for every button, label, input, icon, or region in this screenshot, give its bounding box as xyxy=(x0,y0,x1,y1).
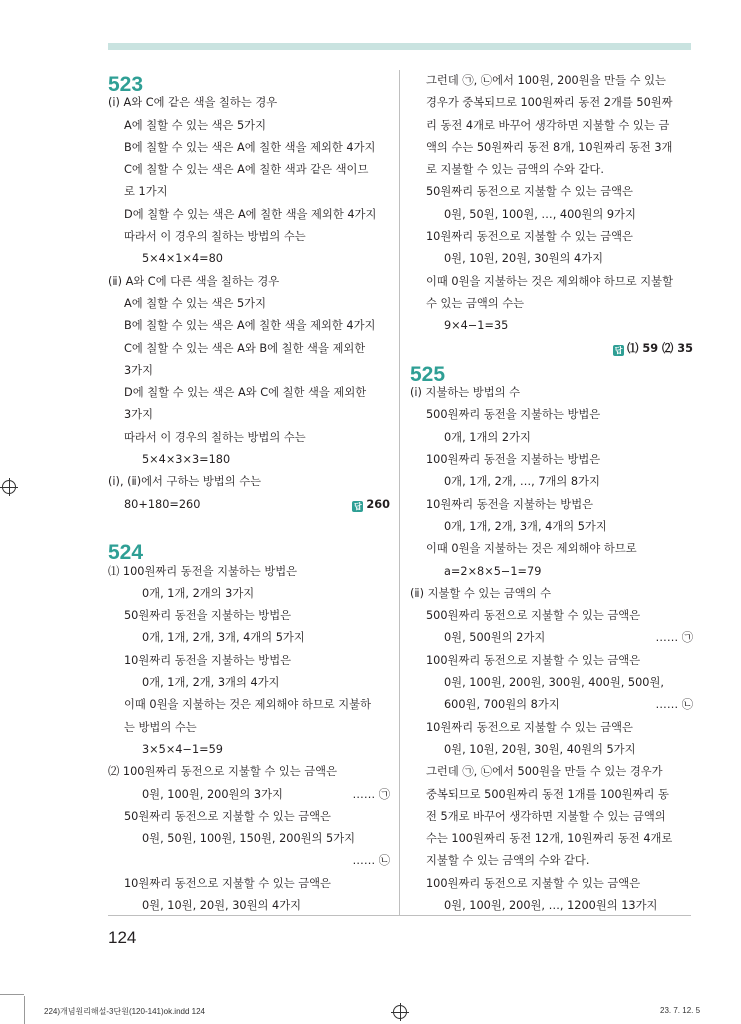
solution-text: (ⅱ) 지불할 수 있는 금액의 수 xyxy=(410,586,552,600)
solution-text: 로 1가지 xyxy=(124,185,168,199)
solution-text: 100원짜리 동전으로 지불할 수 있는 금액은 xyxy=(426,876,641,890)
solution-line xyxy=(410,583,693,605)
solution-text: 500원짜리 동전을 지불하는 방법은 xyxy=(426,408,601,422)
solution-line xyxy=(108,627,390,649)
solution-text: 0개, 1개의 2가지 xyxy=(444,430,531,444)
solution-line xyxy=(410,271,693,293)
solution-line xyxy=(108,694,390,716)
solution-line xyxy=(108,404,390,426)
solution-text: 액의 수는 50원짜리 동전 8개, 10원짜리 동전 3개 xyxy=(426,140,673,154)
footer-filename: 224)개념원리해설-3단원(120-141)ok.indd 124 xyxy=(44,1007,206,1016)
solution-text: 중복되므로 500원짜리 동전 1개를 100원짜리 동 xyxy=(426,787,669,801)
solution-line xyxy=(410,828,693,850)
answer-icon: 답 xyxy=(614,345,623,355)
solution-line xyxy=(108,850,390,872)
solution-line xyxy=(410,650,693,672)
solution-text: a=2×8×5−1=79 xyxy=(444,564,542,578)
solution-line xyxy=(410,784,693,806)
solution-text: 0원, 100원, 200원, 300원, 400원, 500원, xyxy=(444,676,664,690)
solution-line xyxy=(108,271,390,293)
solution-text: 경우가 중복되므로 100원짜리 동전 2개를 50원짜 xyxy=(426,96,673,110)
solution-line xyxy=(410,538,693,560)
solution-text: 따라서 이 경우의 칠하는 방법의 수는 xyxy=(124,430,306,444)
solution-text: 는 방법의 수는 xyxy=(124,720,197,734)
solution-line xyxy=(108,717,390,739)
right-column xyxy=(410,70,693,917)
solution-line xyxy=(108,92,390,114)
solution-line xyxy=(108,672,390,694)
solution-line xyxy=(410,739,693,761)
solution-line xyxy=(410,694,693,716)
solution-line xyxy=(410,137,693,159)
solution-text: 리 동전 4개로 바꾸어 생각하면 지불할 수 있는 금 xyxy=(426,118,670,132)
solution-line xyxy=(410,605,693,627)
solution-line xyxy=(108,739,390,761)
solution-line xyxy=(108,761,390,783)
solution-line xyxy=(108,293,390,315)
footer-date: 23. 7. 12. 5 xyxy=(660,1006,701,1015)
solution-text: 3가지 xyxy=(124,408,154,422)
solution-text: 100원짜리 동전을 지불하는 방법은 xyxy=(426,453,601,467)
solution-text: 0원, 10원, 20원, 30원의 4가지 xyxy=(444,252,604,266)
solution-line xyxy=(108,806,390,828)
solution-text: B에 칠할 수 있는 색은 A에 칠한 색을 제외한 4가지 xyxy=(124,319,376,333)
solution-line xyxy=(108,784,390,806)
solution-line xyxy=(108,427,390,449)
solution-text: 0원, 10원, 20원, 30원의 4가지 xyxy=(142,898,302,912)
solution-line xyxy=(410,404,693,426)
solution-text: 0개, 1개, 2개, 3개, 4개의 5가지 xyxy=(444,519,607,533)
solution-text: (ⅰ), (ⅱ)에서 구하는 방법의 수는 xyxy=(108,475,262,489)
solution-text: 로 지불할 수 있는 금액의 수와 같다. xyxy=(426,163,604,177)
problem-number-text: 524 xyxy=(108,541,144,565)
solution-line xyxy=(410,494,693,516)
left-column xyxy=(108,70,390,917)
solution-text: 0개, 1개, 2개의 3가지 xyxy=(142,586,255,600)
solution-text: 따라서 이 경우의 칠하는 방법의 수는 xyxy=(124,230,306,244)
solution-line xyxy=(410,181,693,203)
solution-text: 10원짜리 동전으로 지불할 수 있는 금액은 xyxy=(426,720,633,734)
solution-line xyxy=(108,650,390,672)
solution-text: 600원, 700원의 8가지 xyxy=(444,698,560,712)
solution-line xyxy=(108,494,390,516)
solution-line xyxy=(410,850,693,872)
crop-mark xyxy=(0,994,24,995)
solution-text: 수 있는 금액의 수는 xyxy=(426,296,525,310)
solution-line xyxy=(410,204,693,226)
solution-line xyxy=(108,561,390,583)
solution-text: A에 칠할 수 있는 색은 5가지 xyxy=(124,296,266,310)
answer xyxy=(613,338,693,360)
solution-text: C에 칠할 수 있는 색은 A에 칠한 색과 같은 색이므 xyxy=(124,163,369,177)
solution-line xyxy=(108,382,390,404)
answer-value: ⑴ 59 ⑵ 35 xyxy=(627,341,693,355)
solution-text: 100원짜리 동전으로 지불할 수 있는 금액은 xyxy=(426,653,641,667)
solution-text: (ⅱ) A와 C에 다른 색을 칠하는 경우 xyxy=(108,274,280,288)
answer-value: 260 xyxy=(366,497,390,511)
solution-text: 0원, 10원, 20원, 30원, 40원의 5가지 xyxy=(444,742,636,756)
solution-text: 5×4×3×3=180 xyxy=(142,453,231,467)
solution-text: 0원, 100원, 200원, …, 1200원의 13가지 xyxy=(444,898,658,912)
solution-line xyxy=(108,471,390,493)
solution-text: 10원짜리 동전으로 지불할 수 있는 금액은 xyxy=(426,230,633,244)
solution-text: (ⅰ) 지불하는 방법의 수 xyxy=(410,386,521,400)
column-divider xyxy=(399,70,400,915)
solution-text: 전 5개로 바꾸어 생각하면 지불할 수 있는 금액의 xyxy=(426,809,666,823)
solution-line xyxy=(410,561,693,583)
solution-line xyxy=(410,895,693,917)
solution-line xyxy=(108,159,390,181)
solution-text: 5×4×1×4=80 xyxy=(142,252,223,266)
solution-line xyxy=(108,338,390,360)
problem-number xyxy=(108,70,390,96)
solution-line xyxy=(410,717,693,739)
solution-text: 0개, 1개, 2개, …, 7개의 8가지 xyxy=(444,475,600,489)
solution-line xyxy=(410,226,693,248)
solution-text: 이때 0원을 지불하는 것은 제외해야 하므로 xyxy=(426,542,637,556)
solution-line xyxy=(108,449,390,471)
solution-text: 지불할 수 있는 금액의 수와 같다. xyxy=(426,854,590,868)
solution-text: 0원, 500원의 2가지 xyxy=(444,631,546,645)
solution-line xyxy=(108,115,390,137)
solution-line xyxy=(410,672,693,694)
solution-line xyxy=(108,204,390,226)
solution-text: A에 칠할 수 있는 색은 5가지 xyxy=(124,118,266,132)
solution-line xyxy=(410,338,693,360)
solution-text: 9×4−1=35 xyxy=(444,319,509,333)
solution-text: ⑴ 100원짜리 동전을 지불하는 방법은 xyxy=(108,564,298,578)
solution-text: 3×5×4−1=59 xyxy=(142,742,223,756)
registration-mark-icon xyxy=(393,1005,407,1019)
crop-mark xyxy=(24,996,25,1024)
solution-line xyxy=(410,70,693,92)
solution-text: C에 칠할 수 있는 색은 A와 B에 칠한 색을 제외한 xyxy=(124,341,366,355)
solution-text: 0원, 50원, 100원, …, 400원의 9가지 xyxy=(444,207,636,221)
solution-text: ⑵ 100원짜리 동전으로 지불할 수 있는 금액은 xyxy=(108,765,338,779)
solution-line xyxy=(108,137,390,159)
solution-text: D에 칠할 수 있는 색은 A에 칠한 색을 제외한 4가지 xyxy=(124,207,377,221)
solution-line xyxy=(410,427,693,449)
solution-line xyxy=(410,92,693,114)
solution-line xyxy=(108,360,390,382)
solution-line xyxy=(108,181,390,203)
solution-text: 그런데 ㉠, ㉡에서 100원, 200원을 만들 수 있는 xyxy=(426,74,666,87)
solution-line xyxy=(108,248,390,270)
problem-number xyxy=(410,360,693,386)
solution-line xyxy=(410,806,693,828)
solution-line xyxy=(410,449,693,471)
solution-text: 그런데 ㉠, ㉡에서 500원을 만들 수 있는 경우가 xyxy=(426,765,663,779)
solution-line xyxy=(108,315,390,337)
solution-text: 0개, 1개, 2개, 3개, 4개의 5가지 xyxy=(142,631,305,645)
solution-line xyxy=(108,516,390,538)
solution-text: D에 칠할 수 있는 색은 A와 C에 칠한 색을 제외한 xyxy=(124,386,367,400)
solution-line xyxy=(410,159,693,181)
solution-line xyxy=(410,248,693,270)
header-accent-bar xyxy=(108,43,691,50)
solution-line xyxy=(108,828,390,850)
solution-text: 수는 100원짜리 동전 12개, 10원짜리 동전 4개로 xyxy=(426,832,673,846)
reference-mark: …… ㉡ xyxy=(655,698,693,712)
solution-line xyxy=(410,382,693,404)
solution-text: 50원짜리 동전으로 지불할 수 있는 금액은 xyxy=(124,809,331,823)
solution-text: 이때 0원을 지불하는 것은 제외해야 하므로 지불하 xyxy=(124,698,371,712)
solution-text: (ⅰ) A와 C에 같은 색을 칠하는 경우 xyxy=(108,96,278,110)
solution-text: 50원짜리 동전으로 지불할 수 있는 금액은 xyxy=(426,185,633,199)
solution-line xyxy=(410,293,693,315)
solution-line xyxy=(410,627,693,649)
solution-line xyxy=(410,873,693,895)
solution-text: 0원, 100원, 200원의 3가지 xyxy=(142,787,283,801)
solution-text: B에 칠할 수 있는 색은 A에 칠한 색을 제외한 4가지 xyxy=(124,140,376,154)
solution-line xyxy=(108,873,390,895)
solution-line xyxy=(410,471,693,493)
solution-text: 500원짜리 동전으로 지불할 수 있는 금액은 xyxy=(426,609,641,623)
solution-text: 10원짜리 동전을 지불하는 방법은 xyxy=(426,497,594,511)
answer-icon: 답 xyxy=(354,501,362,511)
problem-number-text: 523 xyxy=(108,73,144,96)
reference-mark: …… ㉠ xyxy=(655,631,693,645)
registration-mark-icon xyxy=(2,480,16,494)
solution-line xyxy=(108,605,390,627)
answer xyxy=(352,494,390,516)
problem-number-text: 525 xyxy=(410,362,446,386)
solution-line xyxy=(410,315,693,337)
solution-line xyxy=(410,516,693,538)
reference-mark: …… ㉠ xyxy=(352,787,390,801)
solution-text: 10원짜리 동전으로 지불할 수 있는 금액은 xyxy=(124,876,331,890)
problem-number xyxy=(108,538,390,565)
solution-text: 0개, 1개, 2개, 3개의 4가지 xyxy=(142,676,280,690)
solution-text: 0원, 50원, 100원, 150원, 200원의 5가지 xyxy=(142,832,356,846)
reference-mark: …… ㉡ xyxy=(352,854,390,868)
page-number: 124 xyxy=(108,928,137,947)
solution-text: 80+180=260 xyxy=(124,497,201,511)
solution-line xyxy=(108,226,390,248)
solution-line xyxy=(108,895,390,917)
solution-text: 50원짜리 동전을 지불하는 방법은 xyxy=(124,609,292,623)
solution-text: 이때 0원을 지불하는 것은 제외해야 하므로 지불할 xyxy=(426,274,673,288)
solution-line xyxy=(410,761,693,783)
solution-text: 3가지 xyxy=(124,363,154,377)
solution-line xyxy=(108,583,390,605)
solution-line xyxy=(410,115,693,137)
solution-text: 10원짜리 동전을 지불하는 방법은 xyxy=(124,653,292,667)
